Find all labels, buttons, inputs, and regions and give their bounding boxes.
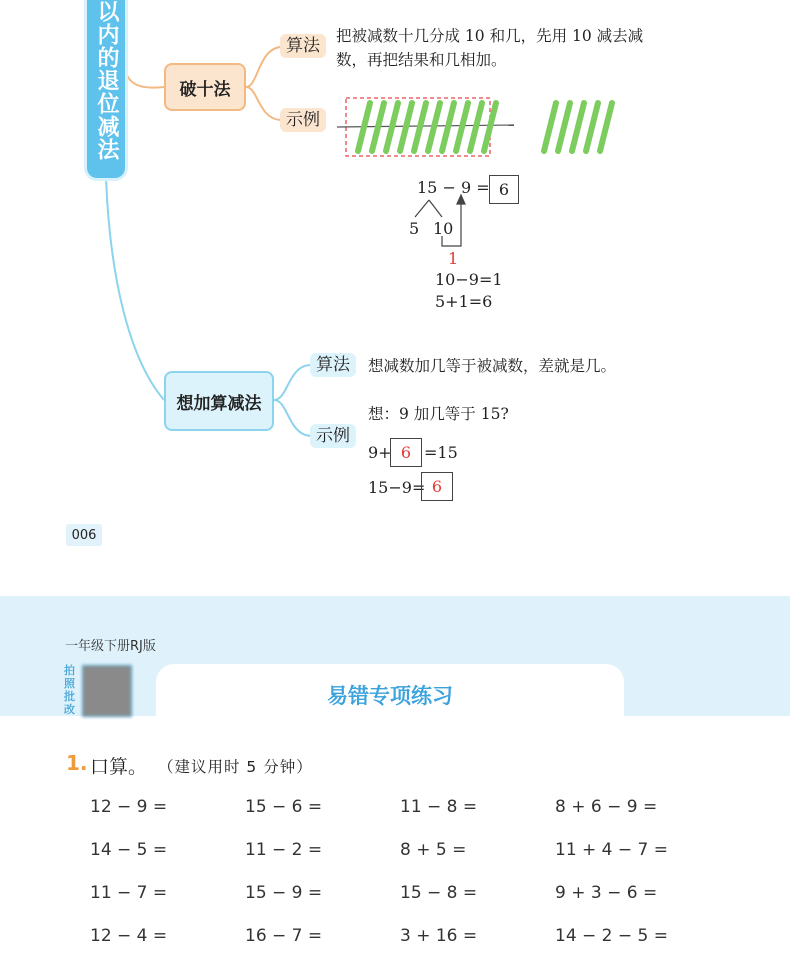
section-vertical-title: 以内的退位减法 xyxy=(94,0,119,161)
question-note: （建议用时 5 分钟） xyxy=(158,758,313,776)
counting-sticks-illustration xyxy=(337,98,612,156)
problem-cell: 15 − 8 = xyxy=(400,883,478,903)
problem-cell: 11 + 4 − 7 = xyxy=(555,840,669,860)
problem-cell: 11 − 8 = xyxy=(400,797,478,817)
method-break-ten-node: 破十法 xyxy=(164,63,246,111)
question-text: 口算。 xyxy=(90,756,148,778)
problem-cell: 15 − 6 = xyxy=(245,797,323,817)
algo-text-2: 想减数加几等于被减数，差就是几。 xyxy=(368,357,617,375)
step-2: 5+1=6 xyxy=(435,292,493,311)
problem-cell: 16 − 7 = xyxy=(245,926,323,946)
example-tag-2: 示例 xyxy=(310,424,356,448)
table-row xyxy=(90,832,790,875)
problem-cell: 3 + 16 = xyxy=(400,926,478,946)
eq2-answer-box: 6 xyxy=(421,472,453,501)
step-1: 10−9=1 xyxy=(435,270,503,289)
algo-tag: 算法 xyxy=(280,34,326,58)
page-number: 006 xyxy=(66,524,102,546)
carry-value: 1 xyxy=(448,249,459,268)
eq1-left: 9+ xyxy=(368,443,392,462)
think-text: 想：9 加几等于 15? xyxy=(368,405,509,423)
example-equation: 15 − 9 = xyxy=(417,178,490,197)
problem-cell: 8 + 5 = xyxy=(400,840,467,860)
algo-line-2: 数，再把结果和几相加。 xyxy=(336,51,507,69)
table-row xyxy=(90,875,790,918)
eq1-right: =15 xyxy=(424,443,458,462)
algo-line-1: 把被减数十几分成 10 和几，先用 10 减去减 xyxy=(336,27,644,45)
problem-cell: 11 − 7 = xyxy=(90,883,168,903)
grade-label: 一年级下册RJ版 xyxy=(65,639,156,654)
answer-box: 6 xyxy=(489,175,519,204)
algo-tag-2: 算法 xyxy=(310,353,356,377)
mental-math-grid xyxy=(90,789,790,961)
problem-cell: 9 + 3 − 6 = xyxy=(555,883,658,903)
eq2-left: 15−9= xyxy=(368,478,426,497)
problem-cell: 8 + 6 − 9 = xyxy=(555,797,658,817)
problem-cell: 11 − 2 = xyxy=(245,840,323,860)
problem-cell: 14 − 2 − 5 = xyxy=(555,926,669,946)
split-right: 10 xyxy=(433,219,454,238)
section-title: 易错专项练习 xyxy=(327,684,453,708)
photo-grade-label: 拍照批改 xyxy=(64,664,75,716)
problem-cell: 12 − 4 = xyxy=(90,926,168,946)
problem-cell: 12 − 9 = xyxy=(90,797,168,817)
split-left: 5 xyxy=(409,219,420,238)
table-row xyxy=(90,789,790,832)
question-number: 1. xyxy=(66,751,88,775)
table-row xyxy=(90,918,790,961)
problem-cell: 14 − 5 = xyxy=(90,840,168,860)
eq1-answer-box: 6 xyxy=(390,438,422,467)
problem-cell: 15 − 9 = xyxy=(245,883,323,903)
qr-code-icon[interactable] xyxy=(82,665,132,717)
example-tag: 示例 xyxy=(280,108,326,132)
method-think-add-node: 想加算减法 xyxy=(164,371,274,431)
